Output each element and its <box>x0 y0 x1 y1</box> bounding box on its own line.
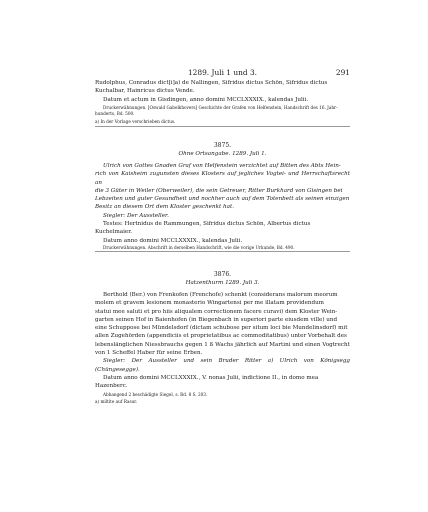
document-number: 3876. <box>213 271 232 278</box>
footnote: a) miltite auf Rasur. <box>95 398 138 404</box>
body-line: statui mee saluti et pro hiis aliqualem correctionem facere curavi) dem Kloster Wein- <box>95 308 338 315</box>
testes-line: Testes: Hertnidus de Rammungen, Sifridus dictus Schön, Albertus dictus <box>103 221 311 228</box>
header-title: 1289. Juli 1 und 3. <box>187 68 257 77</box>
summary-line: Lebzeiten und guter Gesundheit und nochher auch auf dem Totenbett als seinen einzigen <box>95 196 350 203</box>
body-line: von 1 Scheffel Haber für seine Erben. <box>95 350 203 357</box>
sigler-line: Siegler: Der Aussteller und sein Bruder Ritter a) Ulrich von Königsegg (Chüngesegge). <box>95 358 350 373</box>
datum-line: Datum anno domini MCCLXXXIX., kalendas Julii. <box>103 237 243 244</box>
datum-line: Datum et actum in Gisdingen, anno domini MCCLXXXIX., kalendas Julii. <box>103 96 309 103</box>
summary-line: die 3 Güter in Weiler (Oberweiler), die sein Getreuer, Ritter Burkhard von Gisingen bei <box>95 187 343 194</box>
document-number: 3875. <box>213 142 232 149</box>
datum-line: Hazenberc. <box>95 383 128 390</box>
body-line: Berthold (Ber.) von Frenkofen (Frenchofe) schenkt (considerans malorum meorum <box>103 292 338 298</box>
testes-line: Kuchelmaier. <box>95 229 133 236</box>
section-divider <box>95 126 350 127</box>
document-3876 <box>95 271 350 405</box>
body-line: lebenslänglichen Niessbrauchs gegen 1 ß Wachs jährlich auf Martini und einen Vogtrecht <box>95 341 350 348</box>
witness-line: Kuchalbar, Hainricus dictus Vende. <box>95 88 195 95</box>
top-section <box>95 79 350 125</box>
summary-line: Besitz an diesem Ort dem Kloster geschenkt hat. <box>95 204 234 211</box>
body-line: garten seinen Hof in Baienhofen (in Biegenbach in superiori parte eiusdem ville) und <box>95 316 338 323</box>
footnote: a) In der Vorlage verschrieben dictus. <box>95 118 176 124</box>
source-note: hunderts, Bd. 500. <box>95 111 135 117</box>
sigler-line: Siegler: Der Aussteller. <box>103 212 169 219</box>
datum-line: Datum anno domini MCCLXXXIX., V. nonas Julii, indictione II., in domo mea <box>103 374 319 381</box>
source-note: Druckerwähnungen. Abschrift in derselben Handschrift, wie die vorige Urkunde, Bd. 490. <box>103 244 295 250</box>
section-divider <box>95 251 350 252</box>
source-note: Druckerwähnungen. [Oswald Gabelkhovers] Geschichte der Grafen von Helfenstein, Handschrift des 16. Jahr- <box>103 104 338 110</box>
document-3875 <box>95 142 350 251</box>
source-note: Abhangend 2 beschädigte Siegel, s. Bd. 8 S. 203. <box>103 391 208 397</box>
page-number: 291 <box>335 68 350 77</box>
body-line: eine Schuppose bei Mündelsdorf (dictam schubose per situm loci bie Mundelinsdorf) mit <box>95 325 348 332</box>
running-header <box>95 67 350 78</box>
body-line: allen Zugehörden (appendiciis et proprietatibus ac commoditatibus) unter Vorbehalt des <box>95 333 347 340</box>
summary-line: rich von Kaisheim zugunsten dieses Klosters auf jegliches Vogtei- und Herrschaftsrecht an <box>95 171 350 186</box>
place-date: Hatzenthurm 1289. Juli 3. <box>185 280 260 286</box>
summary-line: Ulrich von Gottes Gnaden Graf von Helfenstein verzichtet auf Bitten des Abts Hein- <box>103 163 341 169</box>
witness-line: Rudolphus, Conradus dict[i]a) de Nallingen, Sifridus dictus Schön, Sifridus dictus <box>95 80 328 86</box>
body-line: molem et gravem lesionem monasterio Wingartensi per me illatam providendum <box>95 300 324 307</box>
place-date: Ohne Ortsangabe. 1289. Juli 1. <box>178 151 267 157</box>
